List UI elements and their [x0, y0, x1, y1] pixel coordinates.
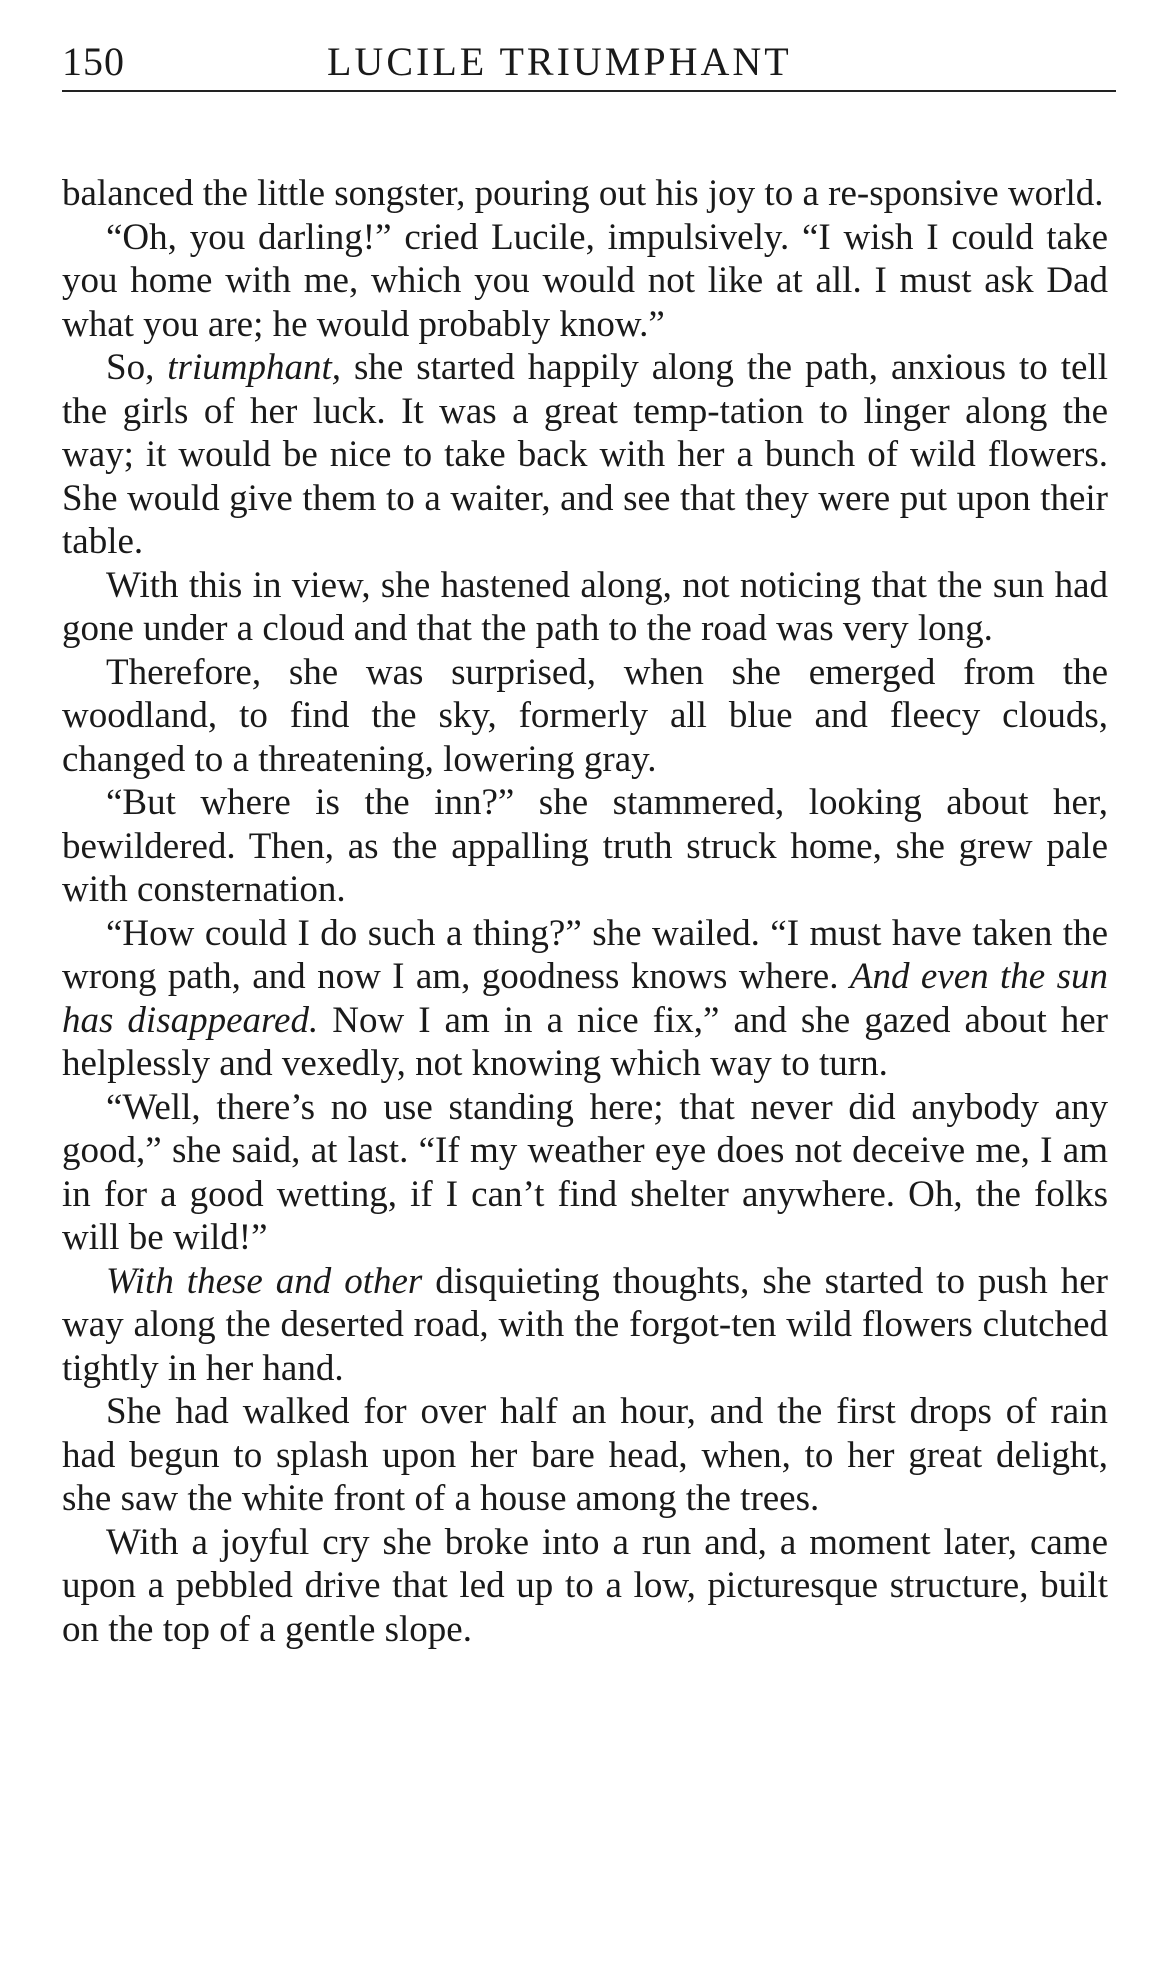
paragraph-11-text: With a joyful cry she broke into a run and, a moment later, came upon a pebbled drive that led up to a low, picturesque structure, built on the top of a gentle slope.: [62, 1521, 1108, 1650]
paragraph-8: [62, 1086, 1108, 1260]
paragraph-3: [62, 346, 1108, 564]
paragraph-8-text: “Well, there’s no use standing here; that never did anybody any good,” she said, at last. “If my weather eye does not deceive me, I am in for a good wetting, if I can’t find shelter anywhere. Oh, the folks will be wild!”: [62, 1086, 1108, 1258]
paragraph-5-text: Therefore, she was surprised, when she emerged from the woodland, to find the sky, formerly all blue and fleecy clouds, changed to a threatening, lowering gray.: [62, 651, 1108, 780]
paragraph-5: [62, 651, 1108, 782]
paragraph-7-italic: And even the sun has disappeared.: [62, 956, 1108, 1041]
paragraph-3-text-b: she started happily along the path, anxious to tell the girls of her luck. It was a great temp-tation to linger along the way; it would be nice to take back with her a bunch of wild flowers. She would give them to a waiter, and see that they were put upon their table.: [62, 347, 1108, 562]
paragraph-10-text: She had walked for over half an hour, and the first drops of rain had begun to splash upon her bare head, when, to her great delight, she saw the white front of a house among the trees.: [62, 1391, 1108, 1519]
paragraph-9-text: disquieting thoughts, she started to push her way along the deserted road, with the forgot-ten wild flowers clutched tightly in her hand.: [62, 1260, 1108, 1389]
paragraph-1-text: balanced the little songster, pouring out his joy to a re-sponsive world.: [62, 173, 1104, 214]
body-text: [62, 172, 1108, 1651]
paragraph-7: [62, 912, 1108, 1086]
paragraph-7-text-b: Now I am in a nice fix,” and she gazed about her helplessly and vexedly, not knowing which way to turn.: [62, 999, 1108, 1084]
book-page: [62, 30, 1116, 1651]
paragraph-11: [62, 1521, 1108, 1652]
paragraph-3-italic: triumphant,: [167, 347, 341, 388]
running-title: LUCILE TRIUMPHANT: [327, 39, 792, 84]
paragraph-6-text: “But where is the inn?” she stammered, looking about her, bewildered. Then, as the appalling truth struck home, she grew pale with consternation.: [62, 782, 1108, 910]
paragraph-1: [62, 172, 1108, 216]
paragraph-9: [62, 1260, 1108, 1391]
paragraph-6: [62, 781, 1108, 912]
paragraph-9-italic: With these and other: [106, 1260, 423, 1302]
page-number: 150: [62, 39, 125, 84]
paragraph-4: [62, 564, 1108, 651]
paragraph-2-text: “Oh, you darling!” cried Lucile, impulsively. “I wish I could take you home with me, which you would not like at all. I must ask Dad what you are; he would probably know.”: [62, 216, 1108, 345]
paragraph-10: [62, 1390, 1108, 1521]
running-head: [62, 30, 1116, 92]
paragraph-2: [62, 216, 1108, 347]
paragraph-3-text-a: So,: [106, 347, 168, 388]
paragraph-7-text-a: “How could I do such a thing?” she wailed. “I must have taken the wrong path, and now I am, goodness knows where.: [62, 912, 1108, 997]
paragraph-4-text: With this in view, she hastened along, not noticing that the sun had gone under a cloud and that the path to the road was very long.: [62, 564, 1108, 649]
